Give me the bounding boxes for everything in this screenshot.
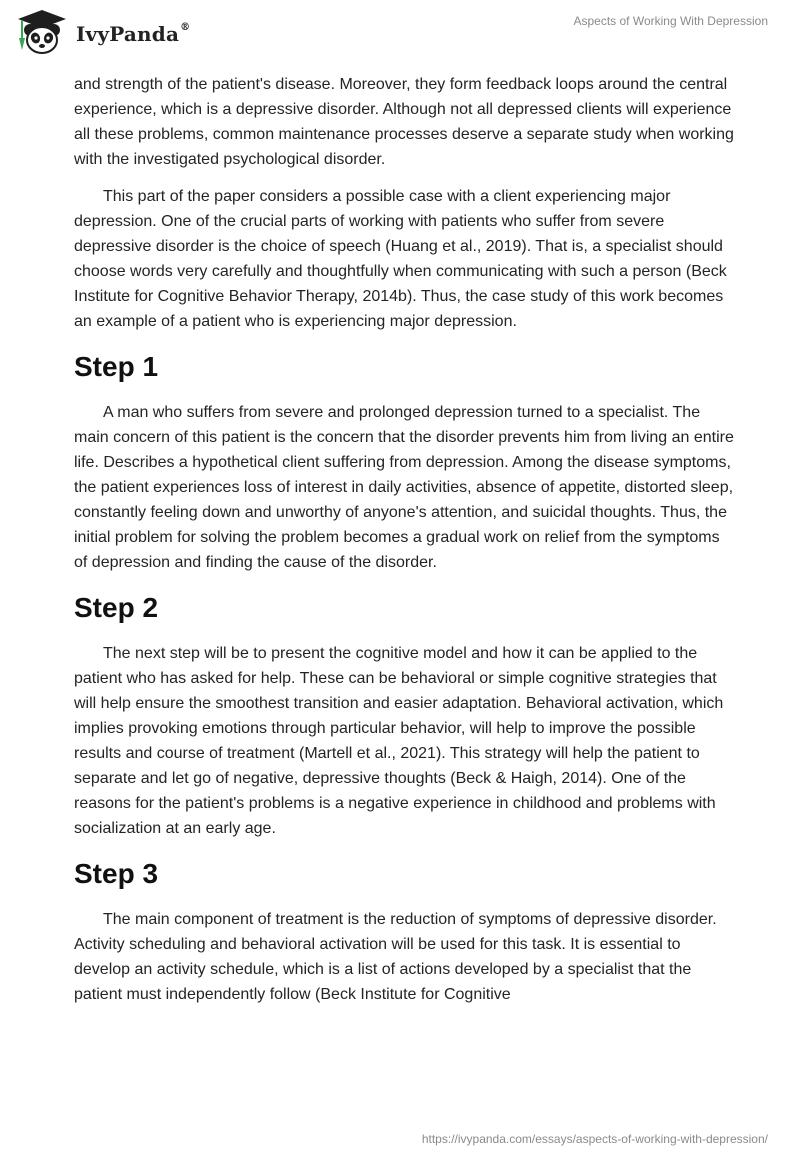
registered-mark: ® — [180, 22, 191, 34]
heading-step-1: Step 1 — [74, 351, 159, 382]
brand-name: IvyPanda® — [76, 22, 191, 46]
paragraph-step-2: The next step will be to present the cognitive model and how it can be applied to the patient who has asked for help. These can be behavioral or simple cognitive strategies that will help ensure the smoothest transition and easier adaptation. Behavioral activation, which implies provoking emotions through particular behavior, will help to improve the possible results and course of treatment (Martell et al., 2021). This strategy will help the patient to separate and let go of negative, depressive thoughts (Beck & Haigh, 2014). One of the reasons for the patient's problems is a negative experience in childhood and problems with socialization at an early age. — [74, 645, 724, 837]
paragraph-step-1: A man who suffers from severe and prolonged depression turned to a specialist. The main concern of this patient is the concern that the disorder prevents him from living an entire life. Describes a hypothetical client suffering from depression. Among the disease symptoms, the patient experiences loss of interest in daily activities, absence of appetite, distorted sleep, constantly feeling down and unworthy of anyone's attention, and suicidal thoughts. Thus, the initial problem for solving the problem becomes a gradual work on relief from the symptoms of depression and finding the cause of the disorder. — [74, 404, 734, 571]
ivypanda-logo[interactable] — [14, 8, 190, 58]
footer-url[interactable]: https://ivypanda.com/essays/aspects-of-working-with-depression/ — [421, 1132, 768, 1146]
paragraph-case-intro: This part of the paper considers a possible case with a client experiencing major depression. One of the crucial parts of working with patients who suffer from severe depressive disorder is the choice of speech (Huang et al., 2019). That is, a specialist should choose words very carefully and thoughtfully when communicating with such a person (Beck Institute for Cognitive Behavior Therapy, 2014b). Thus, the case study of this work becomes an example of a patient who is experiencing major depression. — [74, 188, 727, 330]
page-header — [0, 0, 800, 70]
heading-step-2: Step 2 — [74, 592, 159, 623]
essay-body — [74, 72, 734, 1019]
paragraph-step-3: The main component of treatment is the reduction of symptoms of depressive disorder. Activity scheduling and behavioral activation will be used for this task. It is essential to develop an activity schedule, which is a list of actions developed by a specialist that the patient must independently follow (Beck Institute for Cognitive — [74, 911, 717, 1003]
heading-step-3: Step 3 — [74, 858, 159, 889]
panda-graduation-cap-icon — [14, 8, 70, 58]
running-title: Aspects of Working With Depression — [573, 14, 768, 28]
paragraph-continuation: and strength of the patient's disease. Moreover, they form feedback loops around the central experience, which is a depressive disorder. Although not all depressed clients will experience all these problems, common maintenance processes deserve a separate study when working with the investigated psychological disorder. — [74, 76, 734, 168]
